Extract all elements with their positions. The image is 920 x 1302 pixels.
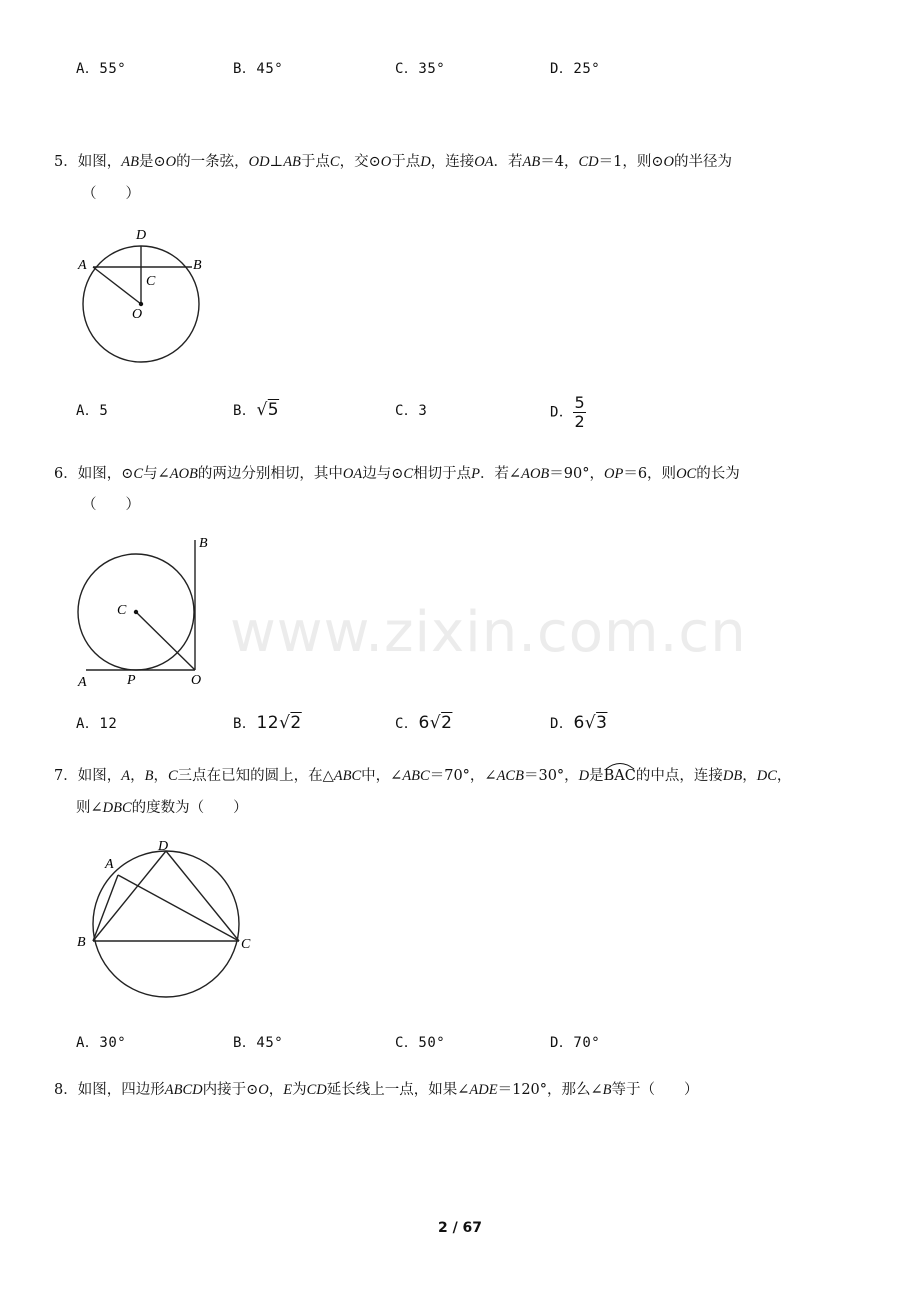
label-c: C (241, 937, 251, 952)
option-c[interactable]: C．6√2 (395, 713, 453, 733)
question-7-figure (70, 832, 260, 1012)
option-a[interactable]: A．55° (76, 61, 127, 77)
option-b[interactable]: B．45° (233, 1035, 284, 1051)
label-b: B (77, 935, 86, 950)
label-a: A (78, 675, 87, 690)
question-5-figure (70, 220, 220, 370)
watermark: www.zixin.com.cn (230, 600, 747, 665)
segment-ac (118, 875, 239, 941)
option-a[interactable]: A．12 (76, 716, 118, 732)
option-d[interactable]: D．25° (550, 61, 601, 77)
question-7-text: 7．如图，A，B，C三点在已知的圆上，在△ABC中，∠ABC＝70°，∠ACB＝30°，D是 BAC的中点，连接DB，DC， (54, 764, 791, 785)
option-b[interactable]: B．√5 (233, 400, 280, 420)
label-d: D (136, 228, 147, 243)
label-a: A (105, 857, 114, 872)
label-p: P (127, 673, 136, 688)
label-o: O (132, 307, 143, 322)
label-d: D (158, 839, 169, 854)
arc-notation: BAC (604, 768, 636, 784)
option-c[interactable]: C．50° (395, 1035, 446, 1051)
label-b: B (193, 258, 202, 273)
option-d[interactable]: D．6√3 (550, 713, 608, 733)
option-c[interactable]: C．35° (395, 61, 446, 77)
answer-parentheses: （ ） (82, 497, 140, 513)
label-b: B (199, 536, 208, 551)
question-7-text-line2: 则∠DBC的度数为（ ） (76, 800, 248, 816)
option-b[interactable]: B．12√2 (233, 713, 302, 733)
segment-dc (166, 851, 239, 941)
question-8-text: 8．如图，四边形ABCD内接于⊙O，E为CD延长线上一点，如果∠ADE＝120°，那么∠B等于（ ） (54, 1082, 699, 1098)
question-6-figure (70, 530, 220, 692)
page-number: 2 / 67 (437, 1220, 483, 1236)
label-c: C (146, 274, 156, 289)
center-point (139, 302, 143, 306)
option-b[interactable]: B．45° (233, 61, 284, 77)
option-a[interactable]: A．30° (76, 1035, 127, 1051)
question-5-options (0, 393, 920, 431)
prev-question-options (0, 58, 920, 88)
label-a: A (78, 258, 87, 273)
question-5-text: 5．如图，AB是⊙O的一条弦，OD⊥AB于点C，交⊙O于点D，连接OA．若AB＝4，CD＝1，则⊙O的半径为 (54, 154, 733, 170)
option-c[interactable]: C．3 (395, 403, 428, 419)
segment-oa (93, 267, 141, 304)
question-6-options (0, 711, 920, 741)
question-6-text: 6．如图，⊙C与∠AOB的两边分别相切，其中OA边与⊙C相切于点P．若∠AOB＝90°，OP＝6，则OC的长为 (54, 466, 740, 482)
option-a[interactable]: A．5 (76, 403, 109, 419)
center-point (134, 610, 138, 614)
label-c: C (117, 603, 127, 618)
question-7-options (0, 1030, 920, 1060)
option-d[interactable]: D． $\frac{5}{2}$ (550, 393, 586, 431)
answer-parentheses: （ ） (82, 186, 140, 202)
segment-ab (93, 875, 118, 941)
arc-icon (604, 760, 636, 770)
option-d[interactable]: D．70° (550, 1035, 601, 1051)
label-o: O (191, 673, 202, 688)
circle (93, 851, 239, 997)
